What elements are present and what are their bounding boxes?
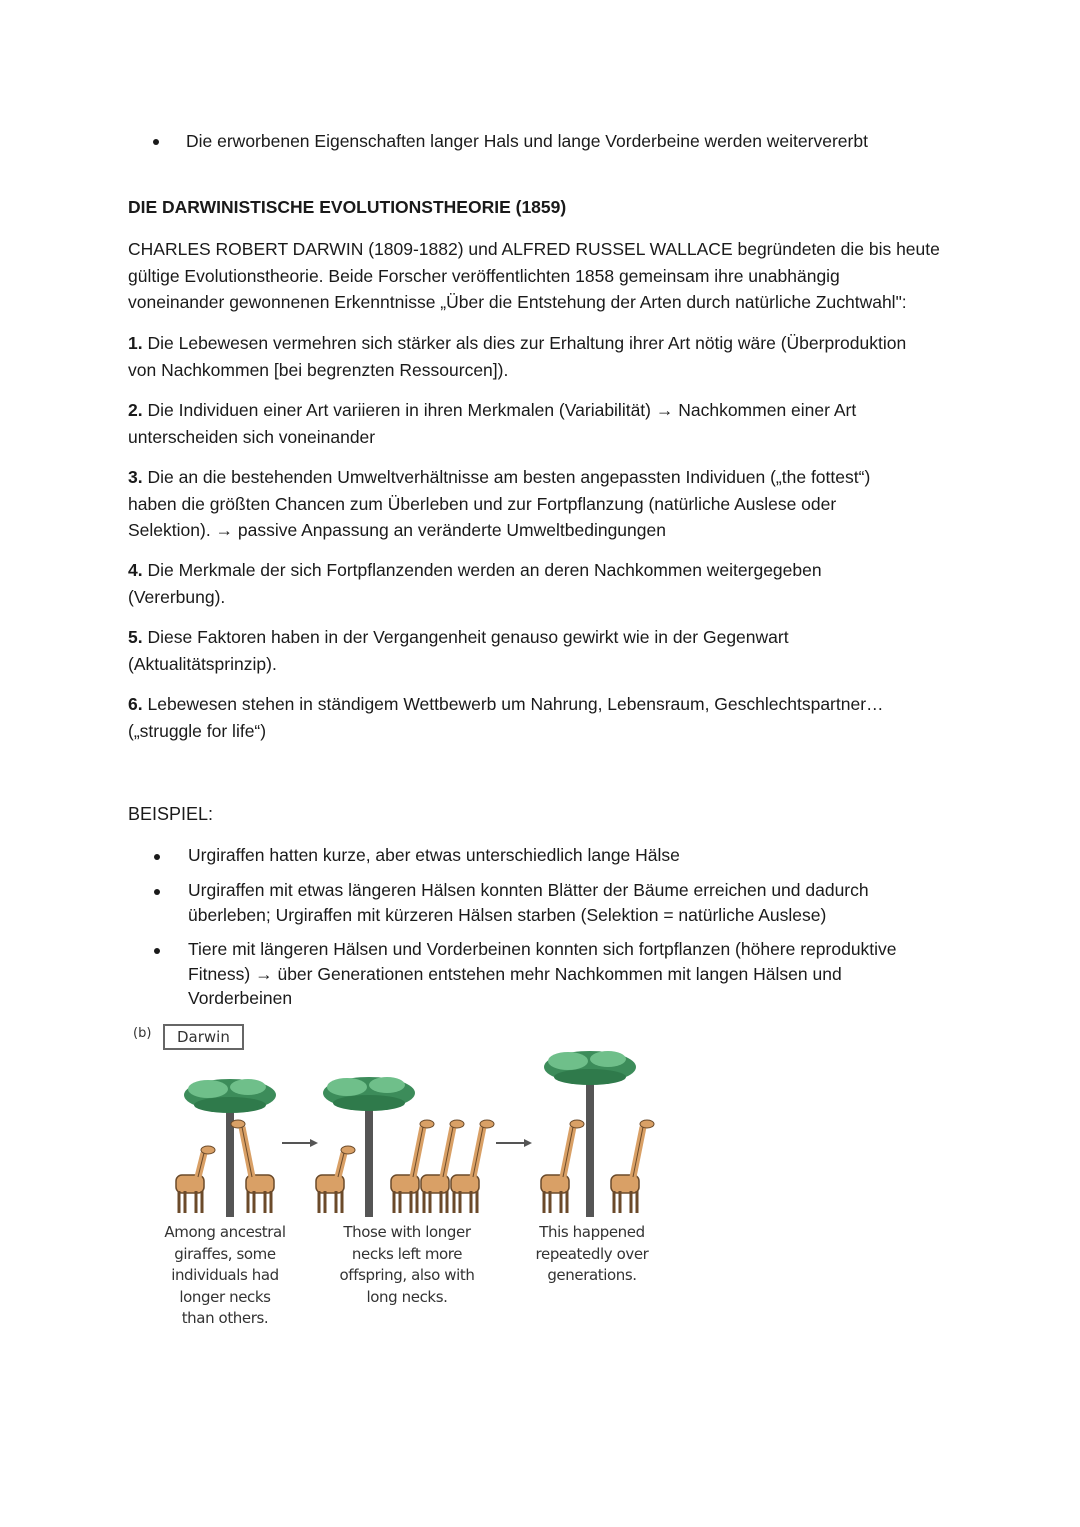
caption-2 xyxy=(332,1222,482,1308)
example-bullet-2 xyxy=(188,878,869,927)
figure-label: (b) xyxy=(133,1026,152,1041)
caption-line: This happened xyxy=(539,1223,645,1241)
point-number: 5. xyxy=(128,627,143,647)
point-text: (Vererbung). xyxy=(128,586,226,607)
example-bullet-line: Urgiraffen hatten kurze, aber etwas unterschiedlich lange Hälse xyxy=(188,845,680,865)
point-number: 1. xyxy=(128,333,143,353)
intro-line: gültige Evolutionstheorie. Beide Forscher veröffentlichten 1858 gemeinsam ihre unabhängig xyxy=(128,265,840,286)
bullet-dot xyxy=(154,854,160,860)
point-text: (Aktualitätsprinzip). xyxy=(128,653,277,674)
example-bullet-line: Fitness) → über Generationen entstehen mehr Nachkommen mit langen Hälsen und xyxy=(188,963,842,984)
intro-line: CHARLES ROBERT DARWIN (1809-1882) und ALFRED RUSSEL WALLACE begründeten die bis heute xyxy=(128,239,940,259)
point-text: („struggle for life“) xyxy=(128,720,267,741)
point-number: 4. xyxy=(128,560,143,580)
caption-line: repeatedly over xyxy=(535,1244,649,1263)
caption-line: generations. xyxy=(547,1266,637,1284)
point-text: Die Merkmale der sich Fortpflanzenden werden an deren Nachkommen weitergegeben xyxy=(147,560,822,580)
scene-later-generations xyxy=(541,1051,654,1217)
scene-offspring-giraffes xyxy=(316,1077,494,1217)
point-text: Lebewesen stehen in ständigem Wettbewerb um Nahrung, Lebensraum, Geschlechtspartner… xyxy=(147,694,884,714)
caption-line: long necks. xyxy=(366,1287,448,1306)
top-bullet-text: Die erworbenen Eigenschaften langer Hals und lange Vorderbeine werden weitervererbt xyxy=(186,131,868,151)
point-number: 2. xyxy=(128,400,143,420)
caption-line: Those with longer xyxy=(343,1223,471,1241)
scene-ancestral-giraffes xyxy=(176,1079,276,1217)
example-bullet-1 xyxy=(188,843,680,868)
bullet-dot xyxy=(154,889,160,895)
point-text: unterscheiden sich voneinander xyxy=(128,426,376,447)
bullet-dot xyxy=(153,139,159,145)
giraffe-illustration xyxy=(160,1045,660,1225)
example-bullet-line: Vorderbeinen xyxy=(188,988,293,1008)
point-text: Diese Faktoren haben in der Vergangenheit genauso gewirkt wie in der Gegenwart xyxy=(147,627,789,647)
caption-3 xyxy=(522,1222,662,1287)
bullet-dot xyxy=(154,948,160,954)
caption-line: giraffes, some xyxy=(174,1244,276,1263)
example-heading: BEISPIEL: xyxy=(128,804,214,824)
point-3 xyxy=(128,464,870,544)
example-bullet-line: überleben; Urgiraffen mit kürzeren Hälsen starben (Selektion = natürliche Auslese) xyxy=(188,904,827,925)
example-bullet-3 xyxy=(188,937,897,1011)
point-text: Die an die bestehenden Umweltverhältnisse am besten angepassten Individuen („the fottest“) xyxy=(147,467,871,487)
darwin-label-box: Darwin xyxy=(163,1024,244,1050)
caption-line: longer necks xyxy=(179,1287,271,1306)
caption-line: necks left more xyxy=(351,1244,463,1263)
point-text: Die Lebewesen vermehren sich stärker als dies zur Erhaltung ihrer Art nötig wäre (Überproduktion xyxy=(147,333,907,353)
point-text: von Nachkommen [bei begrenzten Ressourcen]). xyxy=(128,359,509,380)
section-heading: DIE DARWINISTISCHE EVOLUTIONSTHEORIE (1859) xyxy=(128,197,567,217)
point-text: Die Individuen einer Art variieren in ihren Merkmalen (Variabilität) → Nachkommen einer Art xyxy=(147,400,857,420)
point-5 xyxy=(128,624,789,677)
point-6 xyxy=(128,691,884,744)
point-number: 3. xyxy=(128,467,143,487)
intro-line: voneinander gewonnenen Erkenntnisse „Über die Entstehung der Arten durch natürliche Zuchtwahl": xyxy=(128,292,907,312)
caption-line: Among ancestral xyxy=(164,1223,286,1241)
caption-line: individuals had xyxy=(171,1266,279,1284)
caption-1 xyxy=(155,1222,295,1330)
example-bullet-line: Tiere mit längeren Hälsen und Vorderbeinen konnten sich fortpflanzen (höhere reproduktive xyxy=(188,939,897,959)
arrow-head-icon xyxy=(310,1139,318,1147)
example-bullet-line: Urgiraffen mit etwas längeren Hälsen konnten Blätter der Bäume erreichen und dadurch xyxy=(188,880,869,900)
point-number: 6. xyxy=(128,694,143,714)
point-2 xyxy=(128,397,856,450)
caption-line: offspring, also with xyxy=(339,1266,475,1284)
caption-line: than others. xyxy=(181,1309,269,1327)
arrow-head-icon xyxy=(524,1139,532,1147)
point-4 xyxy=(128,557,822,610)
intro-paragraph xyxy=(128,236,940,316)
point-text: haben die größten Chancen zum Überleben und zur Fortpflanzung (natürliche Auslese oder xyxy=(128,493,837,514)
point-1 xyxy=(128,330,906,383)
point-text: Selektion). → passive Anpassung an veränderte Umweltbedingungen xyxy=(128,520,666,540)
